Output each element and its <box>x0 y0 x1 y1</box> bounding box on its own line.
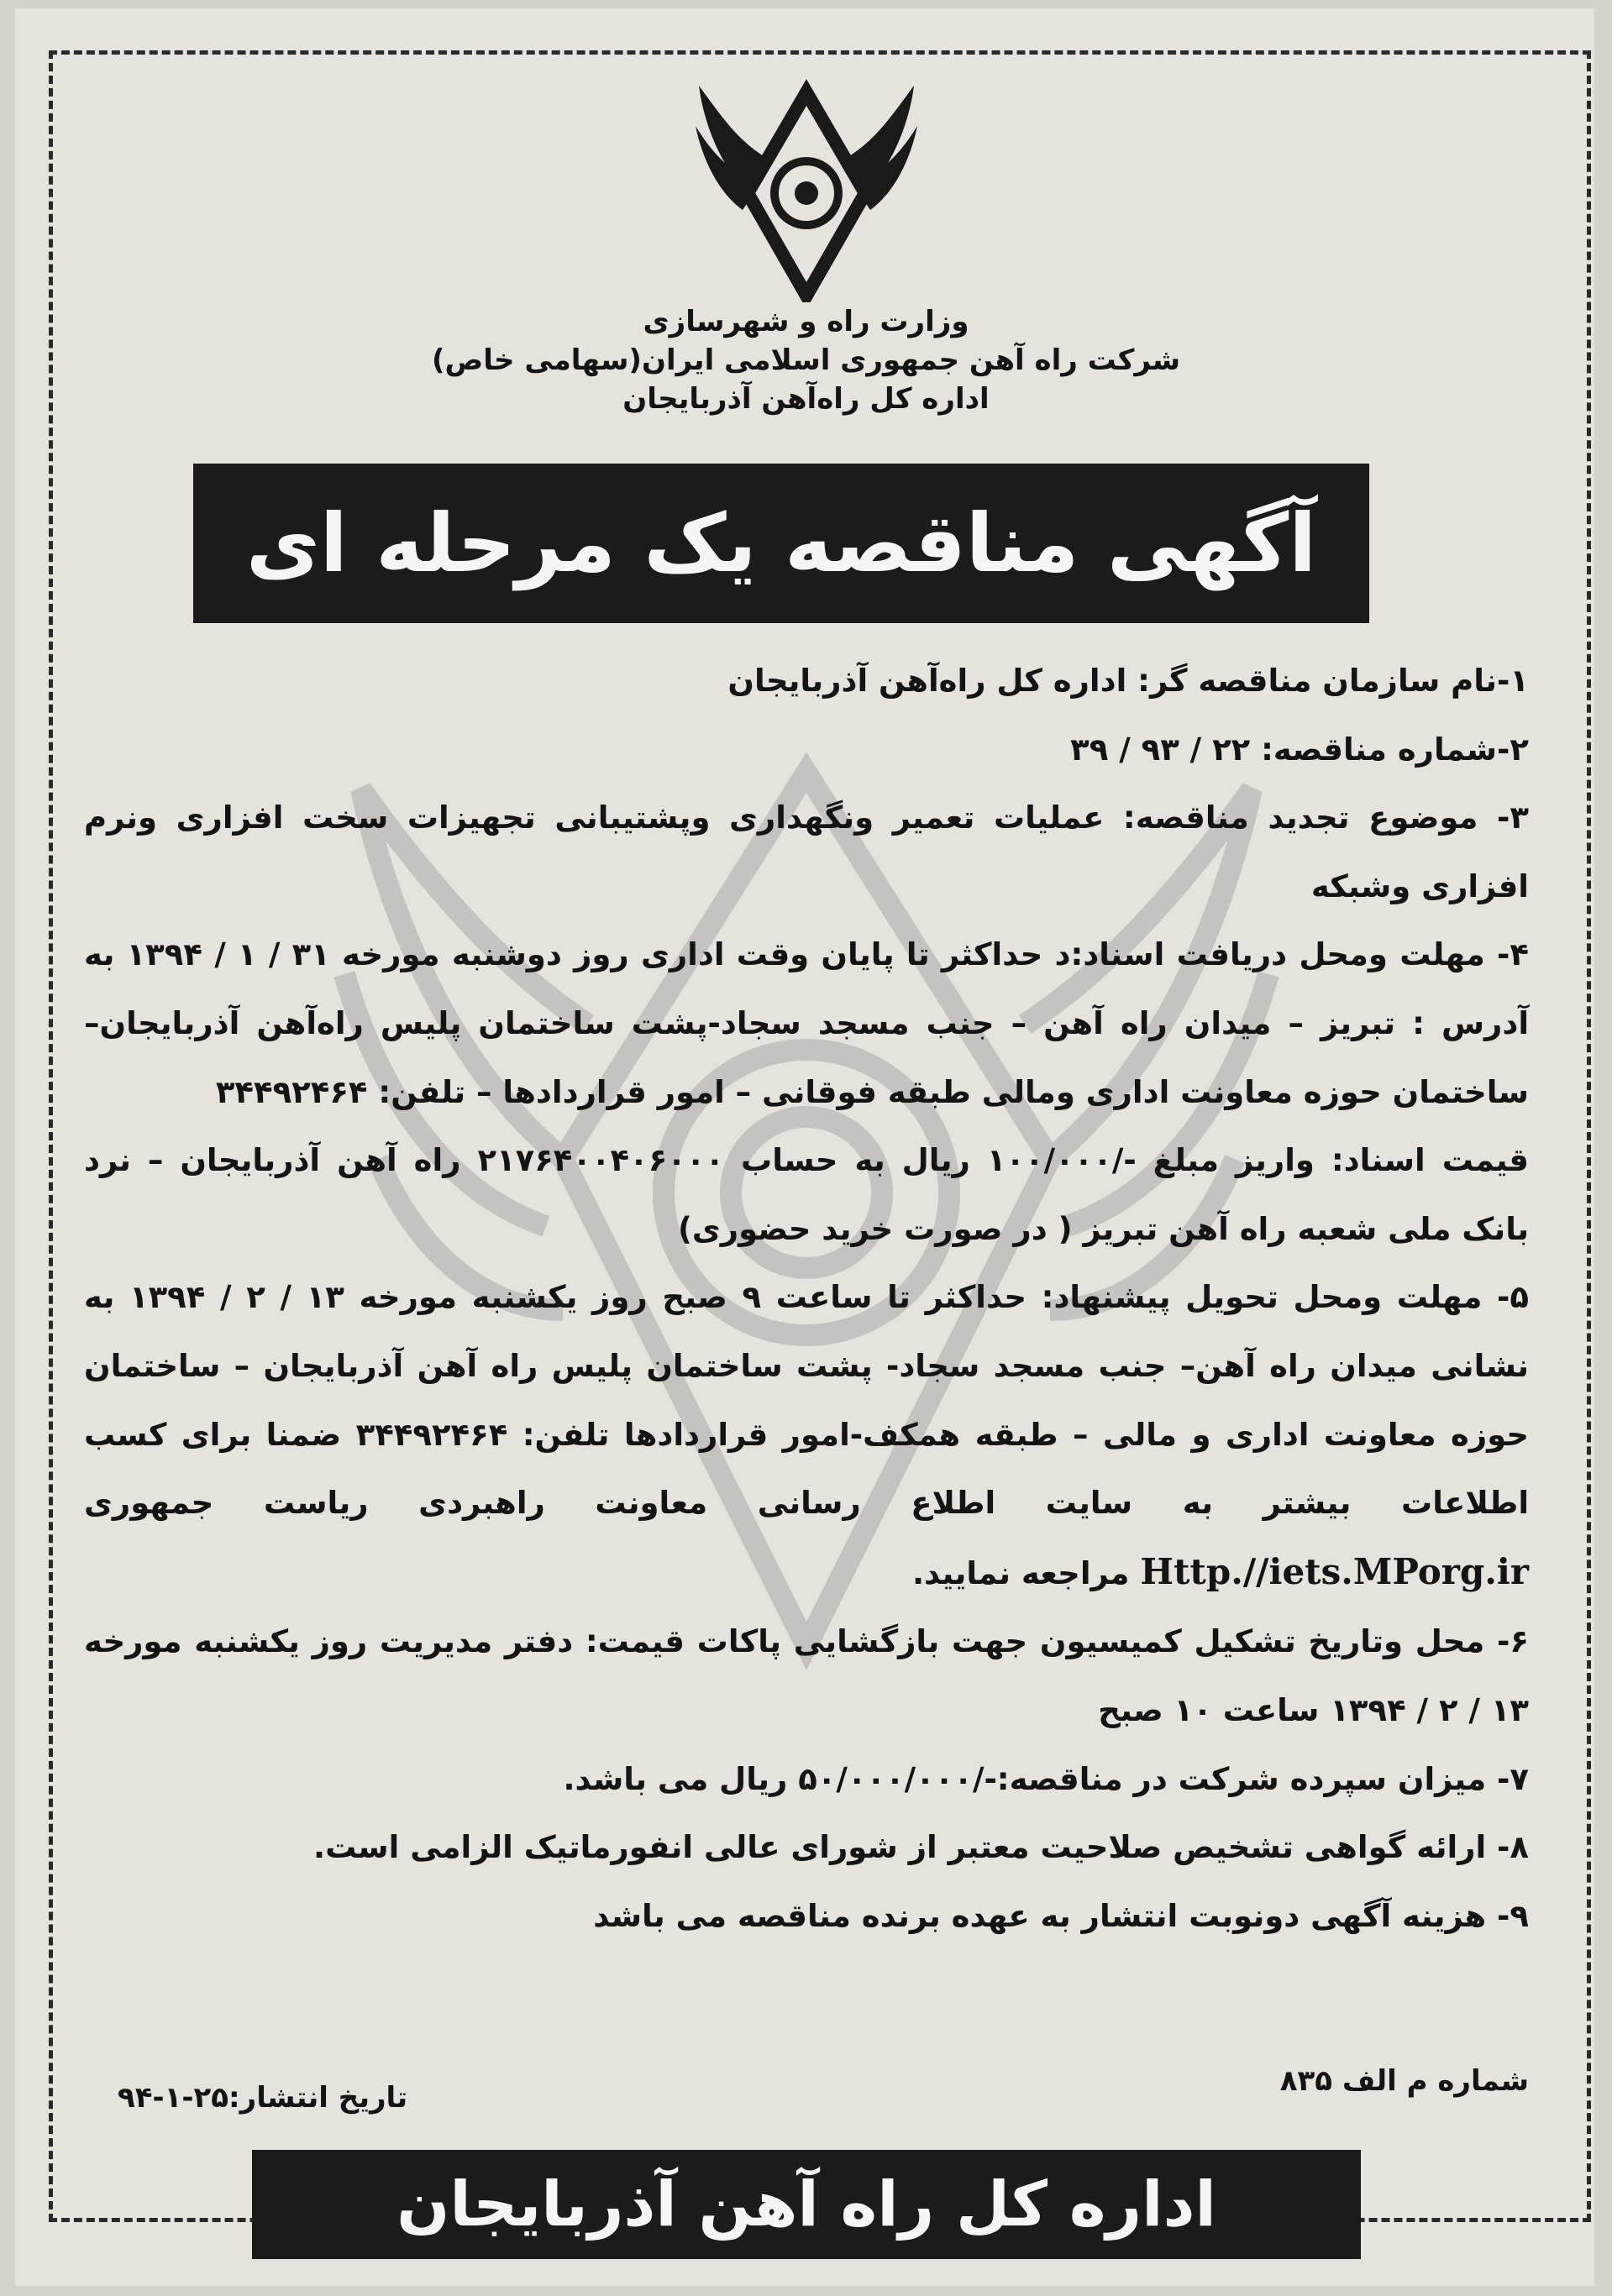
item-1: ۱-نام سازمان مناقصه گر: اداره کل راه‌آهن آذربایجان <box>727 663 1529 699</box>
item-5 <box>84 1263 1529 1607</box>
document-price: قیمت اسناد: واریز مبلغ -/۱۰۰/۰۰۰ ریال به حساب ۲۱۷۶۴۰۰۴۰۶۰۰۰ راه آهن آذربایجان – نرد بانک ملی شعبه راه آهن تبریز ( در صورت خرید حضوری) <box>84 1142 1529 1247</box>
publish-date: تاریخ انتشار:۲۵-۱-۹۴ <box>118 2081 408 2115</box>
item-8: ۸- ارائه گواهی تشخیص صلاحیت معتبر از شورای عالی انفورماتیک الزامی است. <box>313 1829 1529 1866</box>
item-3: ۳- موضوع تجدید مناقصه: عملیات تعمیر ونگهداری وپشتیبانی تجهیزات سخت افزاری ونرم افزاری وشبکه <box>84 799 1529 904</box>
railway-logo <box>689 76 924 302</box>
footer-meta <box>84 2064 1529 2123</box>
item-4: ۴- مهلت ومحل دریافت اسناد:د حداکثر تا پایان وقت اداری روز دوشنبه مورخه ۳۱ / ۱ / ۱۳۹۴ به آدرس : تبریز – میدان راه آهن – جنب مسجد سجاد-پشت ساختمان پلیس راه‌آهن آذربایجان–ساختمان حوزه معاونت اداری ومالی طبقه فوقانی – امور قراردادها – تلفن: ۳۴۴۹۲۴۶۴ <box>84 936 1530 1110</box>
notice-number: شماره م الف ۸۳۵ <box>1279 2064 1529 2098</box>
item-6: ۶- محل وتاریخ تشکیل کمیسیون جهت بازگشایی پاکات قیمت: دفتر مدیریت روز یکشنبه مورخه ۱۳ / ۲ / ۱۳۹۴ ساعت ۱۰ صبح <box>84 1623 1529 1728</box>
issuer-header <box>0 302 1612 418</box>
notice-title <box>193 464 1369 623</box>
item-9: ۹- هزینه آگهی دونوبت انتشار به عهده برنده مناقصه می باشد <box>593 1897 1529 1934</box>
item-5-tail: مراجعه نمایید. <box>911 1554 1130 1591</box>
bottom-banner <box>252 2150 1361 2259</box>
bottom-banner-text: اداره کل راه آهن آذربایجان <box>396 2168 1216 2241</box>
company-line: شرکت راه آهن جمهوری اسلامی ایران(سهامی خاص) <box>431 343 1181 377</box>
office-line: اداره کل راه‌آهن آذربایجان <box>622 382 990 416</box>
item-7: ۷- میزان سپرده شرکت در مناقصه:-/۵۰/۰۰۰/۰۰۰ ریال می باشد. <box>563 1760 1529 1797</box>
notice-title-text: آگهی مناقصه یک مرحله ای <box>245 496 1317 590</box>
item-2: ۲-شماره مناقصه: ۲۲ / ۹۳ / ۳۹ <box>1070 731 1529 768</box>
ministry-line: وزارت راه و شهرسازی <box>643 305 969 338</box>
website-link[interactable]: Http.//iets.MPorg.ir <box>1140 1550 1529 1592</box>
item-5-text: ۵- مهلت ومحل تحویل پیشنهاد: حداکثر تا ساعت ۹ صبح روز یکشنبه مورخه ۱۳ / ۲ / ۱۳۹۴ به نشانی میدان راه آهن– جنب مسجد سجاد- پشت ساختمان پلیس راه آهن آذربایجان – ساختمان حوزه معاونت اداری و مالی – طبقه همکف-امور قراردادها تلفن: ۳۴۴۹۲۴۶۴ ضمنا برای کسب اطلاعات بیشتر به سایت اطلاع رسانی معاونت راهبردی ریاست جمهوری <box>84 1279 1530 1522</box>
notice-body <box>84 647 1529 1950</box>
